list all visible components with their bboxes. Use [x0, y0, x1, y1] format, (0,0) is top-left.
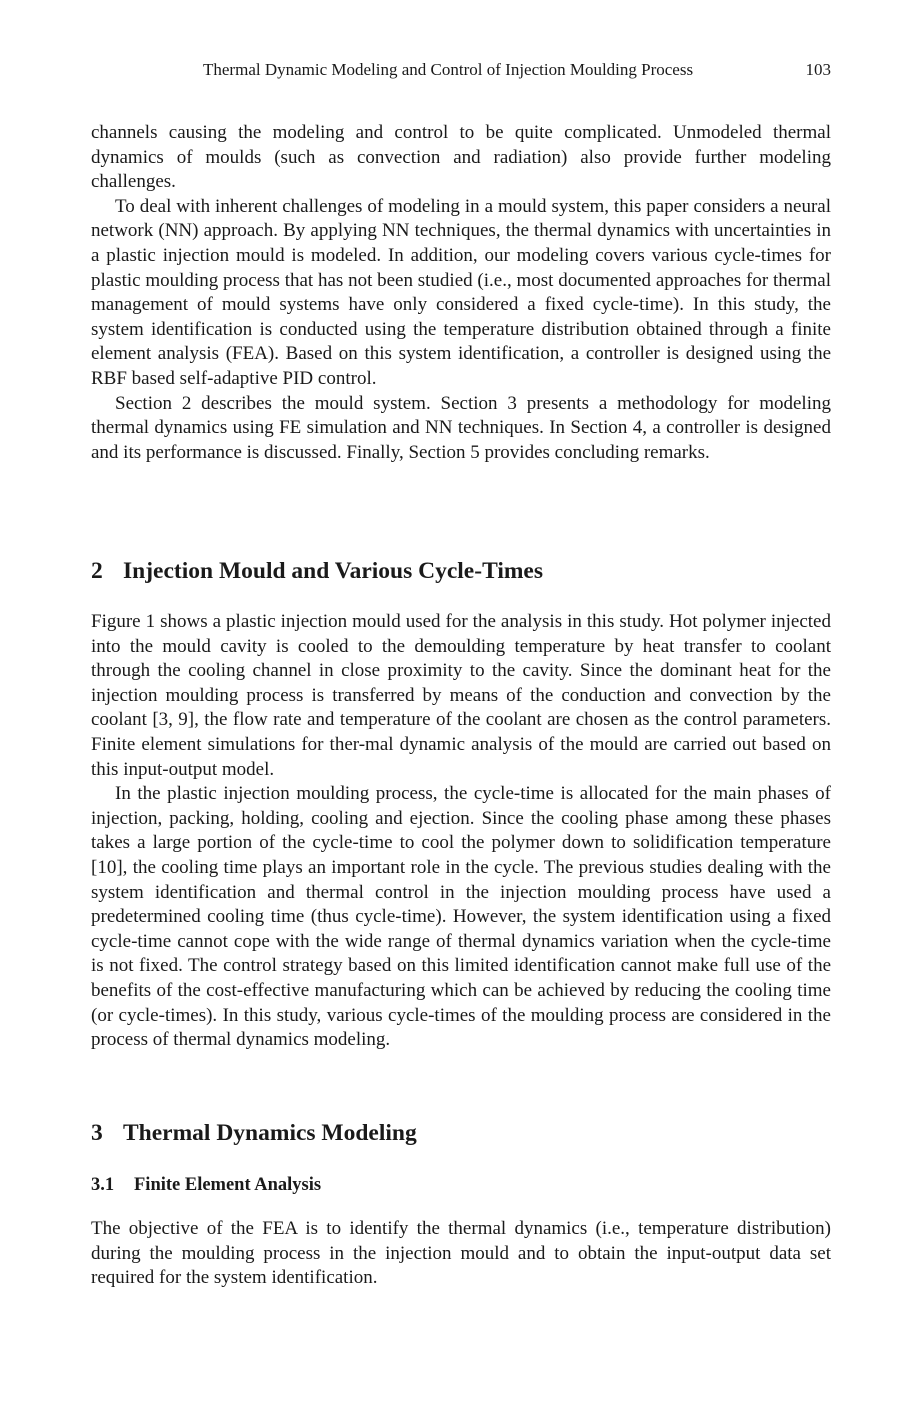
- intro-paragraph-3: Section 2 describes the mould system. Section 3 presents a methodology for modeling thermal dynamics using FE simulation and NN techniques. In Section 4, a controller is designed and its performance is discussed. Finally, Section 5 provides concluding remarks.: [91, 392, 831, 463]
- section-number: 3: [91, 1120, 103, 1146]
- section-2-heading: [91, 556, 831, 586]
- intro-block: [91, 121, 831, 465]
- subsection-paragraph-1: The objective of the FEA is to identify the thermal dynamics (i.e., temperature distribution) during the moulding process in the injection mould and to obtain the input-output data set required for the system identification.: [91, 1218, 831, 1289]
- page-number: 103: [805, 60, 831, 79]
- section-2-body: [91, 610, 831, 1053]
- subsection-3-1-heading: [91, 1173, 831, 1197]
- subsection-number: 3.1: [91, 1175, 115, 1195]
- section-title: Thermal Dynamics Modeling: [123, 1120, 417, 1146]
- running-title: Thermal Dynamic Modeling and Control of Injection Moulding Process: [203, 60, 694, 79]
- subsection-title: Finite Element Analysis: [134, 1175, 322, 1195]
- section-2-paragraph-2: In the plastic injection moulding process, the cycle-time is allocated for the main phases of injection, packing, holding, cooling and ejection. Since the cooling phase among these phases takes a large portion of the cycle-time to cool the polymer down to solidification temperature [10], the cooling time plays an important role in the cycle. The previous studies dealing with the system identification and thermal control in the injection moulding process have used a predetermined cooling time (thus cycle-time). However, the system identification using a fixed cycle-time cannot cope with the wide range of thermal dynamics variation when the cycle-time is not fixed. The control strategy based on this limited identification cannot make full use of the benefits of the cost-effective manufacturing which can be achieved by reducing the cooling time (or cycle-times). In this study, various cycle-times of the moulding process are considered in the process of thermal dynamics modeling.: [91, 783, 831, 1051]
- section-number: 2: [91, 558, 103, 584]
- intro-paragraph-2: To deal with inherent challenges of modeling in a mould system, this paper considers a neural network (NN) approach. By applying NN techniques, the thermal dynamics with uncertainties in a plastic injection mould is modeled. In addition, our modeling covers various cycle-times for plastic moulding process that has not been studied (i.e., most documented approaches for thermal management of mould systems have only considered a fixed cycle-time). In this study, the system identification is conducted using the temperature distribution obtained through a finite element analysis (FEA). Based on this system identification, a controller is designed using the RBF based self-adaptive PID control.: [91, 195, 831, 389]
- section-3-heading: [91, 1118, 831, 1148]
- section-title: Injection Mould and Various Cycle-Times: [123, 558, 543, 584]
- intro-paragraph-1: channels causing the modeling and control to be quite complicated. Unmodeled thermal dynamics of moulds (such as convection and radiation) also provide further modeling challenges.: [91, 122, 831, 193]
- section-2-paragraph-1: Figure 1 shows a plastic injection mould used for the analysis in this study. Hot polymer injected into the mould cavity is cooled to the demoulding temperature by heat transfer to coolant through the cooling channel in close proximity to the cavity. Since the dominant heat for the injection moulding process is transferred by means of the conduction and convection by the coolant [3, 9], the flow rate and temperature of the coolant are chosen as the control parameters. Finite element simulations for ther-mal dynamic analysis of the mould are carried out based on this input-output model.: [91, 611, 831, 780]
- subsection-3-1-body: [91, 1217, 831, 1291]
